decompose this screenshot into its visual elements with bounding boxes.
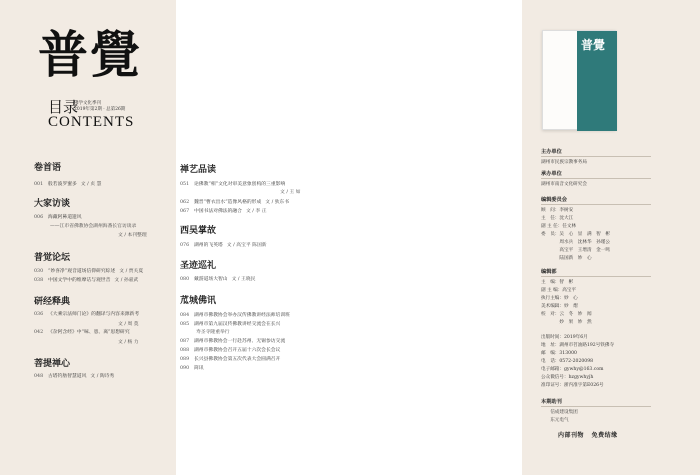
toc-title-cn: 目录 — [48, 98, 79, 116]
page-number: 048 — [34, 374, 44, 379]
page-number: 088 — [180, 348, 190, 353]
toc-entry — [118, 231, 147, 238]
masthead-line: 主 编：智 彬 — [541, 280, 574, 285]
entry-author: 文 / 贞 慧 — [80, 182, 102, 187]
masthead-line: 副 主 编：高宝平 — [541, 288, 577, 293]
entry-title: 论佛教“相”文化对审美意象创构的三重影响 — [194, 182, 286, 187]
toc-entry — [180, 275, 255, 282]
page-number: 062 — [180, 200, 190, 205]
toc-entry — [180, 346, 280, 353]
toc-entry — [180, 337, 285, 344]
masthead-heading: 编辑委员会 — [541, 197, 567, 203]
page-number: 089 — [180, 357, 190, 362]
masthead-line: 电 话：0572-2020098 — [541, 359, 594, 364]
entry-author: 文 / 李 正 — [245, 209, 267, 214]
masthead-line: 周水兵 沈林华 孙瑾公 — [541, 240, 610, 245]
entry-title: 文 / 周 莫 — [118, 322, 139, 327]
cover-thumbnail — [542, 30, 616, 130]
page-number: 076 — [180, 243, 190, 248]
entry-author: 文 / 陶诗秀 — [90, 374, 115, 379]
masthead-divider — [541, 156, 651, 157]
page-number: 001 — [34, 182, 44, 187]
page-number: 051 — [180, 182, 190, 187]
toc-entry — [180, 311, 290, 318]
toc-entry — [180, 241, 267, 248]
page-number: 085 — [180, 322, 190, 327]
page-number: 042 — [34, 330, 44, 335]
left-section-title: 普觉论坛 — [34, 253, 71, 263]
toc-entry — [180, 180, 285, 187]
footer-free: 免费结缘 — [591, 432, 618, 439]
masthead-line: 执行主编：妙 心 — [541, 296, 578, 301]
toc-entry — [180, 355, 280, 362]
entry-title: 中国文学中的维摩诘与观世音 — [48, 278, 111, 283]
issue-info: 2019年第2期 · 总第26期 — [74, 107, 126, 112]
entry-author: 文 / 贾关夏 — [119, 269, 144, 274]
toc-entry — [196, 328, 230, 335]
masthead-line: 电子邮箱：gywhy@163.com — [541, 367, 604, 372]
toc-entry — [180, 198, 289, 205]
entry-title: 古塔钓舫智慧道风 — [48, 374, 87, 379]
toc-entry — [34, 310, 139, 317]
toc-entry — [34, 372, 114, 379]
page-number: 036 — [34, 312, 44, 317]
masthead-line: 副 主 任：任文林 — [541, 224, 577, 229]
toc-entry — [34, 328, 130, 335]
entry-title: 《大乘宗法师门论》的翻译与内容来源新考 — [48, 312, 140, 317]
entry-title: 湖州市佛教协会举办汉传佛教讲经法师培训班 — [194, 313, 290, 318]
entry-title: 魏晋“曹衣出水”造像风格的形成 — [194, 200, 262, 205]
toc-entry — [180, 364, 204, 371]
masthead-divider — [541, 204, 651, 205]
masthead-line: 妙 果 妙 然 — [541, 320, 592, 325]
toc-entry — [118, 320, 139, 327]
page-number: 087 — [180, 339, 190, 344]
entry-title: 简讯 — [194, 366, 204, 371]
page-number: 030 — [34, 269, 44, 274]
masthead-line: 委 员：吴 心 显 满 智 彬 — [541, 232, 610, 237]
masthead-line: 东元电气 — [541, 418, 569, 423]
toc-entry — [118, 338, 139, 345]
footer-internal: 内部刊物 — [558, 432, 585, 439]
middle-panel — [176, 0, 522, 475]
masthead-line: 顾 问：李树安 — [541, 208, 574, 213]
entry-title: 湖州的飞英塔 — [194, 243, 223, 248]
page-number: 090 — [180, 366, 190, 371]
entry-title: 长兴县佛教协会第五次代表大会圆满召开 — [194, 357, 281, 362]
middle-section-title: 圣迹巡礼 — [180, 261, 217, 271]
masthead-line: 陆国新 妙 心 — [541, 256, 592, 261]
masthead-line: 美术编辑：妙 熠 — [541, 304, 578, 309]
entry-title: 中国书法对佛法的融合 — [194, 209, 242, 214]
toc-entry — [34, 276, 138, 283]
masthead-line: 信成建设集团 — [541, 410, 578, 415]
toc-entry — [280, 188, 301, 195]
middle-section-title: 禅艺品读 — [180, 165, 217, 175]
page-number: 038 — [34, 278, 44, 283]
entry-title: 文 / 本刊整理 — [118, 233, 147, 238]
entry-title: “妙喜净”观音道场信仰研究综述 — [48, 269, 116, 274]
page-number: 080 — [180, 277, 190, 282]
left-section-title: 研经释典 — [34, 297, 71, 307]
masthead-line: 湖州市民族宗教事务局 — [541, 160, 587, 165]
toc-entry — [34, 180, 101, 187]
entry-author: 文 / 孙嘉武 — [114, 278, 139, 283]
entry-title: 湖州市佛教协会一行赴苏州、无锡参访交流 — [194, 339, 286, 344]
magazine-logo: 普覺 — [38, 25, 142, 84]
left-section-title: 大家访谈 — [34, 199, 71, 209]
masthead-heading: 本期助刊 — [541, 399, 562, 405]
masthead-line: 准印证号：浙内准字第E026号 — [541, 383, 604, 388]
middle-section-title: 苽城佛讯 — [180, 296, 217, 306]
entry-title: 海藏阿鼻道遗风 — [48, 215, 82, 220]
left-section-title: 卷首语 — [34, 163, 62, 173]
masthead-line: 公众微信号：hzgywhyjh — [541, 375, 594, 380]
page-number: 084 — [180, 313, 190, 318]
entry-author: 文 / 高宝平 陈国新 — [226, 243, 267, 248]
entry-title: ——江市省佛教协会湖州海番长官访谈录 — [50, 224, 137, 229]
masthead-divider — [541, 178, 651, 179]
entry-title: 湖州市佛教协会召开五届十六次会长会议 — [194, 348, 281, 353]
entry-title: 文 / 杨 力 — [118, 340, 139, 345]
masthead-line: 高宝平 王增清 金一鸣 — [541, 248, 610, 253]
magazine-subtitle: 佛学文化季刊 — [74, 101, 101, 106]
masthead-divider — [541, 276, 651, 277]
masthead-divider — [541, 406, 651, 407]
masthead-line: 地 址：湖州市苕油路192号铁佛寺 — [541, 343, 615, 348]
toc-entry — [34, 213, 82, 220]
middle-section-title: 西吴掌故 — [180, 226, 217, 236]
entry-title: 戴游道场大智山 — [194, 277, 228, 282]
masthead-heading: 编辑部 — [541, 269, 557, 275]
entry-title: 《杂阿含经》中“味、患、离”思想研究 — [48, 330, 130, 335]
masthead-heading: 承办单位 — [541, 171, 562, 177]
toc-entry — [180, 207, 267, 214]
entry-author: 文 / 王晓民 — [231, 277, 256, 282]
masthead-line: 邮 编：313000 — [541, 351, 577, 356]
entry-title: 文 / 王 如 — [280, 190, 301, 195]
page-number: 067 — [180, 209, 190, 214]
toc-entry — [180, 320, 280, 327]
entry-title: 寿圣寺隆重举行 — [196, 330, 230, 335]
toc-entry — [50, 222, 136, 229]
cover-title: 普覺 — [581, 38, 606, 52]
page-number: 006 — [34, 215, 44, 220]
entry-title: 般若波罗蜜多 — [48, 182, 77, 187]
masthead-heading: 主办单位 — [541, 149, 562, 155]
footer-note — [558, 430, 618, 439]
masthead-line: 校 对：云 冬 妙 闻 — [541, 312, 592, 317]
masthead-line: 主 任：沈大江 — [541, 216, 574, 221]
entry-title: 湖州市第九届汉传佛教讲经交流会在长兴 — [194, 322, 281, 327]
masthead-line: 湖州市南音文化研究会 — [541, 182, 587, 187]
toc-title-en: CONTENTS — [48, 114, 135, 130]
left-section-title: 菩提禅心 — [34, 359, 71, 369]
entry-author: 文 / 狄东书 — [265, 200, 290, 205]
masthead-line: 出版时间：2019年6月 — [541, 335, 588, 340]
toc-entry — [34, 267, 143, 274]
